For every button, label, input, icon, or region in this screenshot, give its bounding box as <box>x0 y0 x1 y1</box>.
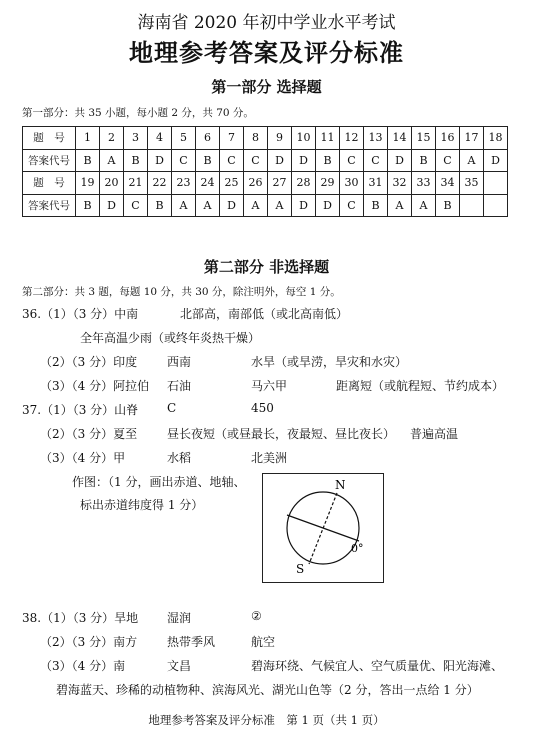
answer-text: 全年高温少雨（或终年炎热干燥） <box>80 331 261 345</box>
south-label: S <box>296 562 305 576</box>
table-cell: 16 <box>436 127 460 150</box>
table-cell: 25 <box>220 172 244 195</box>
table-row <box>23 127 508 150</box>
table-cell: 33 <box>412 172 436 195</box>
table-cell: 24 <box>196 172 220 195</box>
table-row <box>23 172 508 195</box>
table-cell: 31 <box>364 172 388 195</box>
table-cell: B <box>76 194 100 217</box>
table-row <box>23 149 508 172</box>
table-cell: 15 <box>412 127 436 150</box>
table-cell: 13 <box>364 127 388 150</box>
table-cell: 26 <box>244 172 268 195</box>
answer-text: 西南 <box>167 355 192 369</box>
answer-text: 热带季风 <box>167 635 216 649</box>
answer-text: 普遍高温 <box>410 427 459 441</box>
table-cell: B <box>316 149 340 172</box>
table-cell: C <box>244 149 268 172</box>
table-cell: 30 <box>340 172 364 195</box>
answer-text: 航空 <box>251 635 276 649</box>
table-cell: 29 <box>316 172 340 195</box>
table-cell: D <box>100 194 124 217</box>
table-cell: B <box>412 149 436 172</box>
answer-text: C <box>167 401 177 415</box>
answer-text: ② <box>251 609 262 623</box>
table-cell <box>460 194 484 217</box>
table-cell: 17 <box>460 127 484 150</box>
table-cell: D <box>316 194 340 217</box>
table-cell: 8 <box>244 127 268 150</box>
table-cell: 19 <box>76 172 100 195</box>
table-cell: 7 <box>220 127 244 150</box>
table-cell: B <box>148 194 172 217</box>
answer-text: 北部高，南部低（或北高南低） <box>180 307 349 321</box>
table-cell: 12 <box>340 127 364 150</box>
answer-text: 水稻 <box>167 451 192 465</box>
part1-note: 第一部分：共 35 小题，每小题 2 分，共 70 分。 <box>22 107 254 119</box>
table-cell: 27 <box>268 172 292 195</box>
answer-text: （3）（4 分）阿拉伯 <box>40 379 150 393</box>
answer-text: 450 <box>251 401 274 415</box>
table-cell: D <box>148 149 172 172</box>
table-cell: C <box>364 149 388 172</box>
answer-text: 距离短（或航程短、节约成本） <box>336 379 505 393</box>
table-cell: 1 <box>76 127 100 150</box>
table-cell: C <box>340 149 364 172</box>
north-label: N <box>335 478 346 492</box>
table-cell <box>484 172 508 195</box>
answer-text: 38.（1）（3 分）旱地 <box>22 611 139 625</box>
table-cell: B <box>76 149 100 172</box>
answer-text: 昼长夜短（或昼最长，夜最短、昼比夜长） <box>167 427 396 441</box>
table-cell: 18 <box>484 127 508 150</box>
table-cell: C <box>124 194 148 217</box>
exam-title: 海南省 2020 年初中学业水平考试 <box>137 13 396 33</box>
table-cell: 34 <box>436 172 460 195</box>
table-cell: C <box>340 194 364 217</box>
table-cell: 4 <box>148 127 172 150</box>
table-cell: D <box>388 149 412 172</box>
answer-text: 作图：（1 分，画出赤道、地轴、 <box>72 475 246 489</box>
answer-text: 碧海蓝天、珍稀的动植物种、滨海风光、湖光山色等（2 分，答出一点给 1 分） <box>56 683 479 697</box>
answer-text: 36.（1）（3 分）中南 <box>22 307 139 321</box>
table-cell: 32 <box>388 172 412 195</box>
answer-text: 37.（1）（3 分）山脊 <box>22 403 139 417</box>
table-cell: D <box>268 149 292 172</box>
doc-subtitle: 地理参考答案及评分标准 <box>129 39 404 67</box>
table-cell <box>484 194 508 217</box>
table-cell: A <box>268 194 292 217</box>
table-cell: A <box>100 149 124 172</box>
table-row <box>23 194 508 217</box>
answer-text: 湿润 <box>167 611 192 625</box>
page-footer: 地理参考答案及评分标准 第 1 页（共 1 页） <box>148 713 385 727</box>
row-label: 答案代号 <box>23 194 76 217</box>
part1-heading: 第一部分 选择题 <box>211 78 322 96</box>
table-cell: 6 <box>196 127 220 150</box>
table-cell: C <box>436 149 460 172</box>
answer-text: 碧海环绕、气候宜人、空气质量优、阳光海滩、 <box>251 659 504 673</box>
table-cell: 20 <box>100 172 124 195</box>
table-cell: A <box>412 194 436 217</box>
table-cell: 28 <box>292 172 316 195</box>
answer-text: （3）（4 分）甲 <box>40 451 126 465</box>
table-cell: B <box>124 149 148 172</box>
answer-text: （2）（3 分）南方 <box>40 635 138 649</box>
answer-text: 北美洲 <box>251 451 288 465</box>
answer-text: 标出赤道纬度得 1 分） <box>80 498 204 512</box>
table-cell: B <box>436 194 460 217</box>
table-cell: B <box>196 149 220 172</box>
table-cell: 35 <box>460 172 484 195</box>
answer-text: 马六甲 <box>251 379 288 393</box>
answer-text: （2）（3 分）夏至 <box>40 427 138 441</box>
table-cell: A <box>244 194 268 217</box>
table-cell: 5 <box>172 127 196 150</box>
row-label: 答案代号 <box>23 149 76 172</box>
equator-label: 0° <box>351 542 364 555</box>
answer-text: 水旱（或旱涝，旱灾和水灾） <box>251 355 408 369</box>
table-cell: A <box>196 194 220 217</box>
table-cell: A <box>460 149 484 172</box>
table-cell: D <box>292 194 316 217</box>
table-cell: 14 <box>388 127 412 150</box>
answer-text: （2）（3 分）印度 <box>40 355 138 369</box>
table-cell: A <box>172 194 196 217</box>
part2-heading: 第二部分 非选择题 <box>203 258 330 276</box>
answer-text: 石油 <box>167 379 192 393</box>
table-cell: B <box>364 194 388 217</box>
table-cell: C <box>220 149 244 172</box>
table-cell: 21 <box>124 172 148 195</box>
earth-axis-diagram <box>262 473 384 583</box>
table-cell: 10 <box>292 127 316 150</box>
earth-axis-figure <box>263 474 383 582</box>
table-cell: 2 <box>100 127 124 150</box>
table-cell: A <box>388 194 412 217</box>
table-cell: D <box>220 194 244 217</box>
table-cell: 11 <box>316 127 340 150</box>
table-cell: 3 <box>124 127 148 150</box>
table-cell: 23 <box>172 172 196 195</box>
answer-text: （3）（4 分）南 <box>40 659 126 673</box>
part2-note: 第二部分：共 3 题，每题 10 分，共 30 分，除注明外，每空 1 分。 <box>22 286 341 298</box>
table-cell: D <box>484 149 508 172</box>
table-cell: 22 <box>148 172 172 195</box>
row-label: 题 号 <box>23 127 76 150</box>
table-cell: 9 <box>268 127 292 150</box>
answer-table <box>22 126 508 217</box>
row-label: 题 号 <box>23 172 76 195</box>
answer-text: 文昌 <box>167 659 192 673</box>
table-cell: D <box>292 149 316 172</box>
table-cell: C <box>172 149 196 172</box>
